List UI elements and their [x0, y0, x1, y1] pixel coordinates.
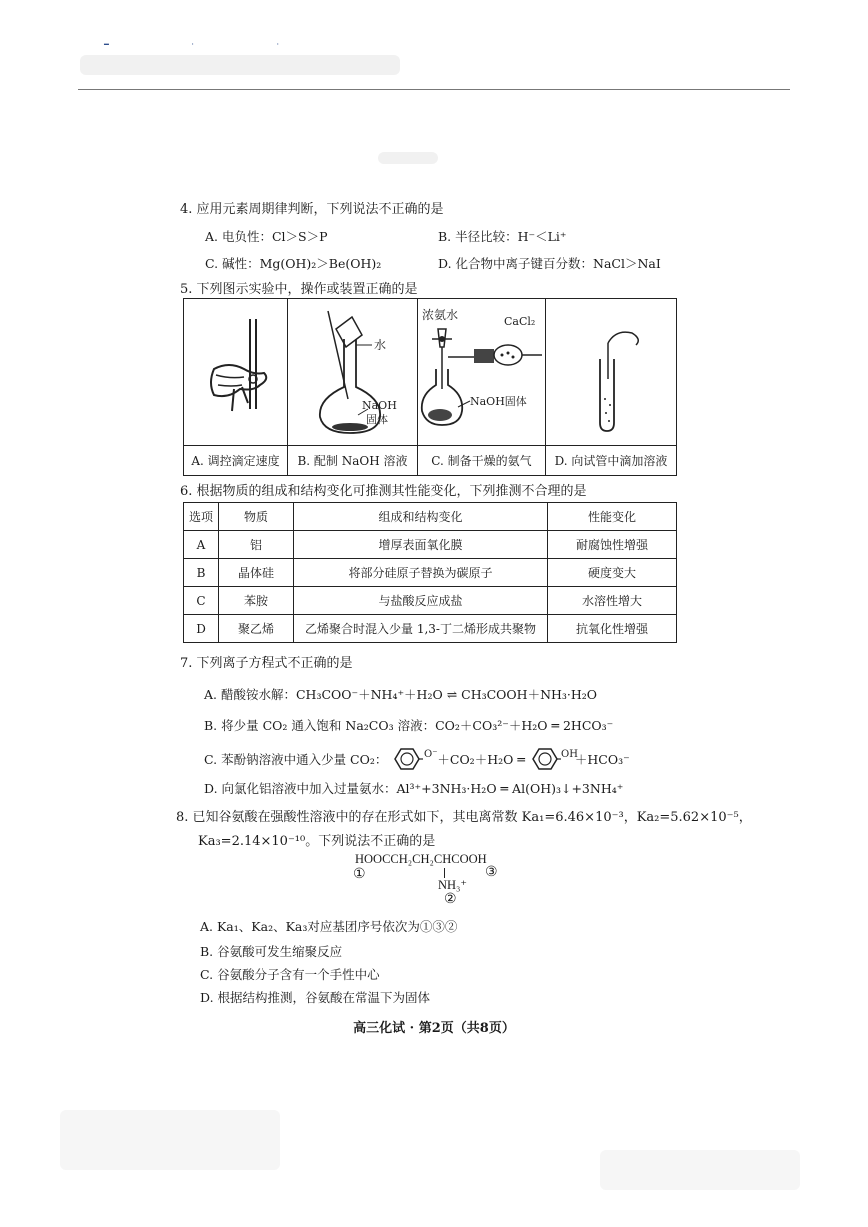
caption-a: A. 调控滴定速度: [184, 445, 288, 475]
table-row: [184, 615, 677, 643]
table-cell: 抗氧化性增强: [548, 615, 677, 643]
table-row: [184, 559, 677, 587]
q7-option-b: B. 将少量 CO₂ 通入饱和 Na₂CO₃ 溶液：CO₂＋CO₃²⁻＋H₂O ═ 2HCO₃⁻: [204, 718, 614, 733]
phenoxide-label: O⁻: [424, 749, 438, 760]
q6-stem: 6. 根据物质的组成和结构变化可推测其性能变化，下列推测不合理的是: [180, 484, 587, 499]
header-change: 组成和结构变化: [294, 503, 548, 531]
header-mark: ━ · ·: [104, 40, 319, 49]
q8-option-a: A. Ka₁、Ka₂、Ka₃对应基团序号依次为①③②: [200, 919, 458, 934]
table-cell: 聚乙烯: [219, 615, 294, 643]
test-tube-dropper-icon: [546, 299, 674, 443]
q4-option-c: C. 碱性：Mg(OH)₂＞Be(OH)₂: [205, 256, 382, 271]
label-naoh: NaOH: [362, 399, 397, 412]
table-cell: B: [184, 559, 219, 587]
q7-c-suffix: ＋HCO₃⁻: [574, 752, 630, 767]
q7-option-c: [204, 747, 630, 771]
label-conc-ammonia: 浓氨水: [422, 308, 459, 322]
q8-stem-line1: 8. 已知谷氨酸在强酸性溶液中的存在形式如下，其电离常数 Ka₁=6.46×10⁻³，Ka₂=5.62×10⁻⁵，: [176, 810, 752, 825]
table-cell: 将部分硅原子替换为碳原子: [294, 559, 548, 587]
q4-option-a: A. 电负性：Cl＞S＞P: [205, 229, 328, 244]
table-cell: 水溶性增大: [548, 587, 677, 615]
table-cell: 与盐酸反应成盐: [294, 587, 548, 615]
label-naoh-c: NaOH固体: [470, 395, 527, 408]
burette-hand-icon: [184, 299, 286, 443]
q8-option-c: C. 谷氨酸分子含有一个手性中心: [200, 967, 380, 982]
label-cacl2: CaCl₂: [504, 315, 536, 328]
header-substance: 物质: [219, 503, 294, 531]
table-cell: A: [184, 531, 219, 559]
q6-table: [183, 502, 677, 643]
q7-stem: 7. 下列离子方程式不正确的是: [180, 656, 353, 671]
caption-b: B. 配制 NaOH 溶液: [288, 445, 418, 475]
q8-stem-line2: Ka₃=2.14×10⁻¹⁰。下列说法不正确的是: [198, 834, 436, 849]
table-cell: 增厚表面氧化膜: [294, 531, 548, 559]
table-header-row: [184, 503, 677, 531]
circle-label-3: ③: [485, 865, 498, 880]
header-property: 性能变化: [548, 503, 677, 531]
glutamic-acid-structure: HOOCCH₂CH₂CHCOOH: [355, 852, 487, 866]
table-cell: 晶体硅: [219, 559, 294, 587]
q7-option-d: D. 向氯化铝溶液中加入过量氨水：Al³⁺+3NH₃·H₂O ═ Al(OH)₃↓+3NH₄⁺: [204, 781, 624, 796]
ammonia-apparatus-icon: [418, 299, 544, 443]
caption-d: D. 向试管中滴加溶液: [546, 445, 676, 475]
phenol-ring-icon: [529, 747, 578, 771]
circle-label-2: ②: [444, 892, 457, 907]
table-cell: D: [184, 615, 219, 643]
q8-option-b: B. 谷氨酸可发生缩聚反应: [200, 944, 343, 959]
label-solid: 固体: [366, 413, 388, 426]
label-water: 水: [374, 338, 387, 352]
header-option: 选项: [184, 503, 219, 531]
q7-c-mid: ＋CO₂＋H₂O ═: [437, 752, 525, 767]
q5-stem: 5. 下列图示实验中，操作或装置正确的是: [180, 282, 418, 297]
header-faded-region: [80, 55, 400, 75]
figure-a: [184, 299, 288, 445]
table-row: [184, 531, 677, 559]
faded-mark: [378, 152, 438, 164]
volumetric-flask-icon: [288, 299, 416, 443]
circle-label-1: ①: [353, 867, 366, 882]
figure-b: [288, 299, 418, 445]
scan-artifact-right: [600, 1150, 800, 1190]
header-rule: [78, 89, 790, 90]
q4-option-d: D. 化合物中离子键百分数：NaCl＞NaI: [438, 256, 661, 271]
table-cell: 耐腐蚀性增强: [548, 531, 677, 559]
table-cell: C: [184, 587, 219, 615]
q7-c-prefix: C. 苯酚钠溶液中通入少量 CO₂：: [204, 752, 388, 767]
phenol-label: OH: [560, 749, 578, 760]
caption-c: C. 制备干燥的氨气: [418, 445, 546, 475]
figure-d: [546, 299, 676, 445]
table-row: [184, 587, 677, 615]
page-footer: 高三化试 · 第2页（共8页）: [353, 1021, 515, 1036]
q7-option-a: A. 醋酸铵水解：CH₃COO⁻＋NH₄⁺＋H₂O ⇌ CH₃COOH＋NH₃·H₂O: [204, 687, 598, 702]
q8-option-d: D. 根据结构推测，谷氨酸在常温下为固体: [200, 990, 431, 1005]
table-cell: 苯胺: [219, 587, 294, 615]
figure-c: [418, 299, 546, 445]
table-cell: 乙烯聚合时混入少量 1,3-丁二烯形成共聚物: [294, 615, 548, 643]
scan-artifact-left: [60, 1110, 280, 1170]
q5-figure-table: [183, 298, 677, 476]
structure-nh3: NH₃⁺: [438, 878, 468, 892]
q4-stem: 4. 应用元素周期律判断，下列说法不正确的是: [180, 202, 444, 217]
table-cell: 硬度变大: [548, 559, 677, 587]
phenoxide-ring-icon: [391, 747, 437, 771]
q4-option-b: B. 半径比较：H⁻＜Li⁺: [438, 229, 567, 244]
table-cell: 铝: [219, 531, 294, 559]
